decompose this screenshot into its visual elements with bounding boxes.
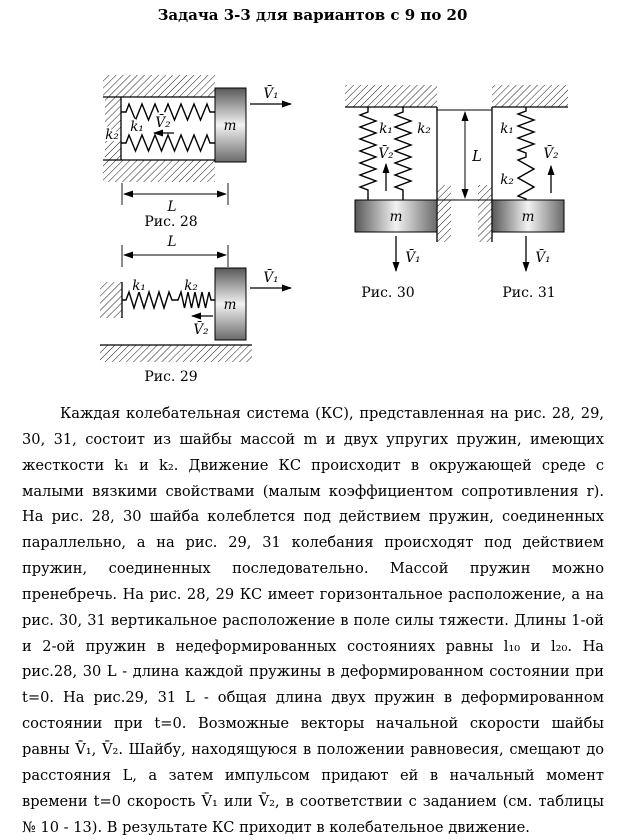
fig28-caption: Рис. 28 (144, 214, 198, 230)
figure-28 (103, 75, 291, 230)
fig28-mass-label: m (223, 118, 237, 134)
fig28-v2-label: V̄₂ (155, 115, 171, 131)
fig30-k2-label: k₂ (417, 121, 431, 137)
fig29-k2-label: k₂ (184, 278, 198, 294)
fig30-v2-label: V̄₂ (378, 146, 394, 162)
fig28-length-label: L (167, 199, 177, 215)
fig31-k1-label: k₁ (500, 121, 514, 137)
figure-31 (478, 85, 568, 301)
fig30-spring-k2 (395, 107, 411, 200)
fig31-mass-label: m (521, 209, 535, 225)
fig31-wall-hatch (478, 185, 492, 242)
figure-30 (345, 85, 451, 301)
fig30-ceiling (345, 85, 437, 107)
fig31-k2-label: k₂ (500, 172, 514, 188)
fig29-length-label: L (167, 234, 177, 250)
fig28-v1-label: V̄₁ (263, 86, 279, 102)
fig28-k2-label: k₂ (105, 127, 119, 143)
page-title: Задача 3-3 для вариантов с 9 по 20 (157, 6, 468, 24)
problem-text: Каждая колебательная система (КС), представленная на рис. 28, 29, 30, 31, состоит из шайбы массой m и двух упругих пружин, имеющих жесткости k₁ и k₂. Движение КС происходит в окружающей среде с малыми вязкими свойствами (малым коэффициентом сопротивления r). На рис. 28, 30 шайба колеблется под действием пружин, соединенных параллельно, а на рис. 29, 31 колебания происходят под действием пружин, соединенных последовательно. Массой пружин можно пренебречь. На рис. 28, 29 КС имеет горизонтальное расположение, а на рис. 30, 31 вертикальное расположение в поле силы тяжести. Длины 1-ой и 2-ой пружин в недеформированных состояниях равны l₁₀ и l₂₀. На рис.28, 30 L - длина каждой пружины в деформированном состоянии при t=0. На рис.29, 31 L - общая длина двух пружин в деформированном состоянии при t=0. Возможные векторы начальной скорости шайбы равны V̄₁, V̄₂. Шайбу, находящуюся в положении равновесия, смещают до расстояния L, а затем импульсом придают ей в начальный момент времени t=0 скорость V̄₁ или V̄₂, в соответствии с заданием (см. таблицы № 10 - 13). В результате КС приходит в колебательное движение. (22, 405, 604, 836)
fig30-v1-label: V̄₁ (405, 250, 421, 266)
fig30-spring-k1 (360, 107, 376, 200)
figure-29 (100, 234, 291, 385)
fig29-v2-label: V̄₂ (193, 322, 209, 338)
fig28-spring-k2 (121, 135, 215, 151)
fig31-spring-chain (518, 107, 534, 200)
fig29-floor (100, 345, 252, 362)
fig29-wall-left (100, 282, 122, 318)
fig28-wall-top (103, 75, 215, 97)
fig29-k1-label: k₁ (132, 278, 146, 294)
fig28-wall-bottom (103, 160, 215, 182)
fig30-caption: Рис. 30 (361, 285, 415, 301)
fig31-v1-label: V̄₁ (535, 250, 551, 266)
fig30-mass-label: m (389, 209, 403, 225)
fig31-caption: Рис. 31 (502, 285, 556, 301)
fig30-wall-hatch (437, 185, 451, 242)
fig29-v1-label: V̄₁ (263, 270, 279, 286)
fig28-k1-label: k₁ (130, 119, 144, 135)
fig31-ceiling (492, 85, 568, 107)
figures-canvas (0, 0, 625, 400)
fig29-mass-label: m (223, 297, 237, 313)
fig30-k1-label: k₁ (379, 121, 393, 137)
fig30-length-label: L (472, 149, 482, 165)
fig29-caption: Рис. 29 (144, 369, 198, 385)
fig31-v2-label: V̄₂ (543, 146, 559, 162)
fig29-spring-chain (122, 292, 215, 308)
